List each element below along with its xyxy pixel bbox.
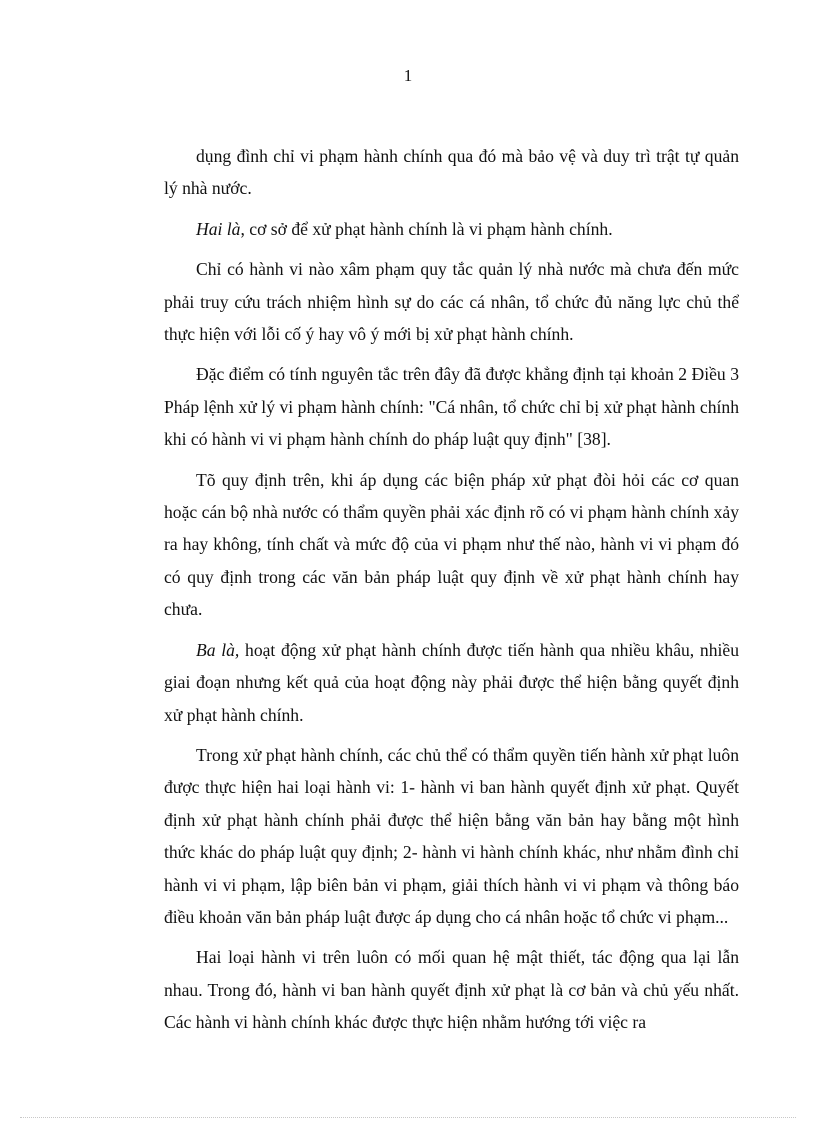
paragraph-3-text: Chỉ có hành vi nào xâm phạm quy tắc quản lý nhà nước mà chưa đến mức phải truy cứu trách nhiệm hình sự do các cá nhân, tổ chức đủ năng lực chủ thể thực hiện với lỗi cố ý hay vô ý mới bị xử phạt hành chính. — [164, 259, 739, 345]
page-bottom-rule — [20, 1117, 796, 1118]
paragraph-7 — [164, 739, 739, 933]
paragraph-2 — [164, 213, 739, 245]
document-body — [164, 140, 739, 1047]
paragraph-3 — [164, 253, 739, 350]
paragraph-1-text: dụng đình chỉ vi phạm hành chính qua đó mà bảo vệ và duy trì trật tự quản lý nhà nước. — [164, 146, 739, 199]
paragraph-7-text: Trong xử phạt hành chính, các chủ thể có thẩm quyền tiến hành xử phạt luôn được thực hiện hai loại hành vi: 1- hành vi ban hành quyết định xử phạt. Quyết định xử phạt hành chính phải được thể hiện bằng văn bản hay bằng một hình thức khác do pháp luật quy định; 2- hành vi hành chính khác, như nhằm đình chỉ hành vi vi phạm, lập biên bản vi phạm, giải thích hành vi vi phạm và thông báo điều khoản văn bản pháp luật được áp dụng cho cá nhân hoặc tổ chức vi phạm... — [164, 744, 739, 927]
paragraph-6-lead: Ba là, — [196, 639, 240, 660]
paragraph-5 — [164, 464, 739, 626]
paragraph-8-text: Hai loại hành vi trên luôn có mối quan hệ mật thiết, tác động qua lại lẫn nhau. Trong đó, hành vi ban hành quyết định xử phạt là cơ bản và chủ yếu nhất. Các hành vi hành chính khác được thực hiện nhằm hướng tới việc ra — [164, 947, 739, 1033]
paragraph-2-text: , cơ sở để xử phạt hành chính là vi phạm hành chính. — [240, 218, 613, 239]
page-number: 1 — [403, 66, 413, 85]
paragraph-4 — [164, 358, 739, 455]
paragraph-8 — [164, 941, 739, 1038]
paragraph-5-text: Tõ quy định trên, khi áp dụng các biện pháp xử phạt đòi hỏi các cơ quan hoặc cán bộ nhà nước có thẩm quyền phải xác định rõ có vi phạm hành chính xảy ra hay không, tính chất và mức độ của vi phạm như thế nào, hành vi vi phạm đó có quy định trong các văn bản pháp luật quy định về xử phạt hành chính hay chưa. — [164, 469, 739, 620]
paragraph-2-lead: Hai là — [196, 218, 241, 239]
paragraph-6 — [164, 634, 739, 731]
paragraph-6-text: hoạt động xử phạt hành chính được tiến hành qua nhiều khâu, nhiều giai đoạn nhưng kết quả của hoạt động này phải được thể hiện bằng quyết định xử phạt hành chính. — [164, 639, 739, 725]
paragraph-1 — [164, 140, 739, 205]
paragraph-4-text: Đặc điểm có tính nguyên tắc trên đây đã được khẳng định tại khoản 2 Điều 3 Pháp lệnh xử lý vi phạm hành chính: "Cá nhân, tổ chức chỉ bị xử phạt hành chính khi có hành vi vi phạm hành chính do pháp luật quy định" [38]. — [164, 364, 739, 450]
